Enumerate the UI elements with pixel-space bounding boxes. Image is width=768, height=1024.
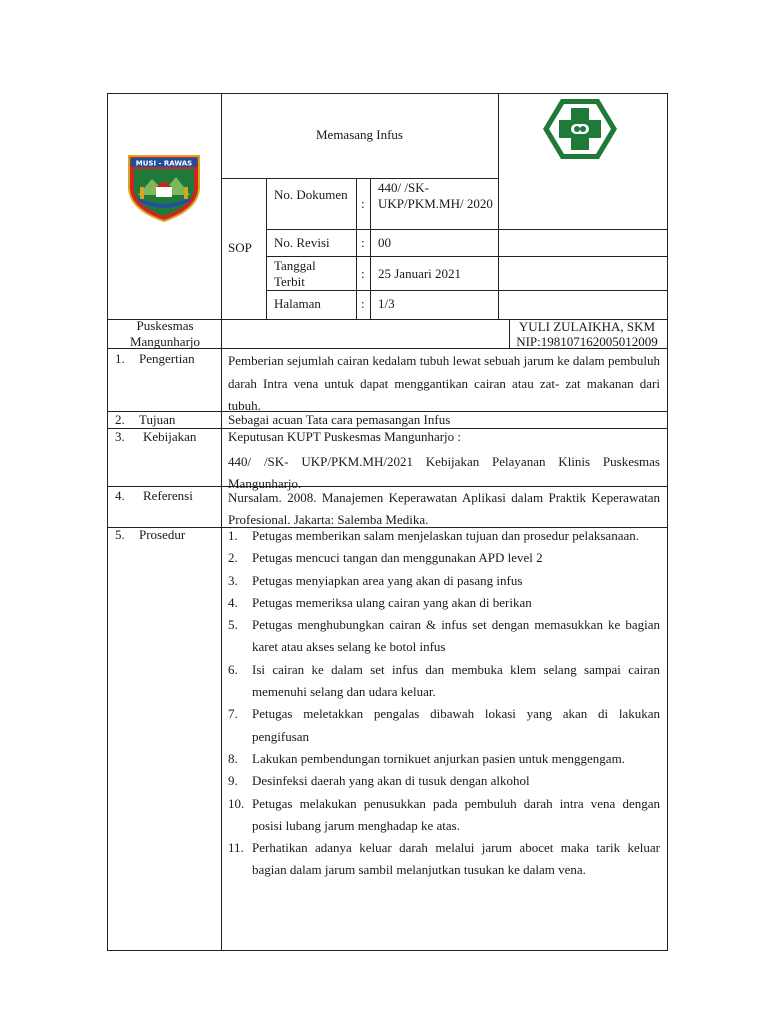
- field-label-no-dokumen: No. Dokumen: [274, 187, 348, 202]
- step-number: 6.: [228, 661, 238, 677]
- section-label-pengertian: Pengertian: [139, 351, 195, 366]
- list-item: [228, 793, 660, 838]
- step-text: Desinfeksi daerah yang akan di tusuk dengan alkohol: [252, 773, 530, 789]
- section-label-tujuan: Tujuan: [139, 412, 176, 427]
- puskesmas-logo: [541, 96, 619, 162]
- list-item: [228, 659, 660, 704]
- step-text: Petugas melakukan penusukkan pada pembuluh darah intra vena dengan posisi lubang jarum menghadap ke atas.: [252, 795, 660, 833]
- step-text: Petugas memberikan salam menjelaskan tujuan dan prosedur pelaksanaan.: [252, 528, 639, 543]
- step-text: Lakukan pembendungan tornikuet anjurkan pasien untuk menggengam.: [252, 750, 625, 766]
- list-item: [228, 592, 660, 614]
- section-number: 4.: [115, 488, 125, 503]
- field-label-tanggal-terbit: Tanggal Terbit: [274, 258, 316, 289]
- step-number: 11.: [228, 840, 244, 856]
- step-number: 10.: [228, 795, 245, 811]
- section-number: 2.: [115, 412, 125, 427]
- field-colon: :: [361, 235, 365, 250]
- section-number: 5.: [115, 527, 125, 542]
- section-label-referensi: Referensi: [143, 488, 193, 503]
- list-item: [228, 525, 660, 547]
- kebijakan-line2: 440/ /SK- UKP/PKM.MH/2021 Kebijakan Pelayanan Klinis Puskesmas Mangunharjo.: [228, 454, 660, 491]
- section-number: 1.: [115, 351, 125, 366]
- sop-label: SOP: [228, 240, 252, 255]
- list-item: [228, 570, 660, 592]
- step-number: 4.: [228, 594, 238, 610]
- signer-name: YULI ZULAIKHA, SKM: [518, 319, 656, 334]
- list-item: [228, 703, 660, 748]
- step-text: Petugas menghubungkan cairan & infus set dengan memasukkan ke bagian karet atau akses selang ke botol infus: [252, 617, 660, 655]
- musi-rawas-logo: [126, 153, 202, 223]
- field-colon: :: [361, 196, 365, 211]
- step-number: 5.: [228, 617, 238, 633]
- section-label-kebijakan: Kebijakan: [143, 429, 197, 444]
- step-number: 9.: [228, 773, 238, 789]
- step-number: 8.: [228, 750, 238, 766]
- step-text: Isi cairan ke dalam set infus dan membuka klem selang sampai cairan memenuhi selang dan udara keluar.: [252, 661, 660, 700]
- step-number: 7.: [228, 706, 238, 722]
- field-colon: :: [361, 296, 365, 311]
- step-text: Petugas mencuci tangan dan menggunakan APD level 2: [252, 550, 543, 566]
- field-label-halaman: Halaman: [274, 296, 321, 311]
- referensi-text: Nursalam. 2008. Manajemen Keperawatan Aplikasi dalam Praktik Keperawatan Profesional. Jakarta: Salemba Medika.: [228, 490, 660, 527]
- field-colon: :: [361, 266, 365, 281]
- organization-name: Puskesmas Mangunharjo: [129, 318, 201, 349]
- list-item: [228, 837, 660, 882]
- svg-text:MUSI - RAWAS: MUSI - RAWAS: [135, 159, 193, 168]
- kebijakan-line1: Keputusan KUPT Puskesmas Mangunharjo :: [228, 429, 462, 444]
- step-text: Petugas menyiapkan area yang akan di pasang infus: [252, 572, 523, 588]
- step-number: 2.: [228, 550, 238, 566]
- section-label-prosedur: Prosedur: [139, 527, 186, 542]
- step-number: 3.: [228, 572, 238, 588]
- procedure-list: [228, 525, 660, 882]
- field-label-no-revisi: No. Revisi: [274, 235, 330, 250]
- list-item: [228, 614, 660, 659]
- step-text: Perhatikan adanya keluar darah melalui jarum abocet maka tarik keluar bagian dalam jarum sambil melanjutkan tusukan ke dalam vena.: [252, 840, 660, 878]
- field-value-halaman: 1/3: [378, 296, 395, 311]
- field-value-tanggal-terbit: 25 Januari 2021: [378, 266, 462, 281]
- step-number: 1.: [228, 528, 238, 543]
- field-value-no-revisi: 00: [378, 235, 391, 250]
- step-text: Petugas memeriksa ulang cairan yang akan di berikan: [252, 594, 532, 610]
- list-item: [228, 547, 660, 569]
- list-item: [228, 770, 660, 792]
- section-number: 3.: [115, 429, 125, 444]
- list-item: [228, 748, 660, 770]
- document-title: Memasang Infus: [315, 127, 403, 142]
- signer-nip: NIP:198107162005012009: [516, 334, 658, 349]
- step-text: Petugas meletakkan pengalas dibawah lokasi yang akan di lakukan pengifusan: [252, 706, 660, 744]
- pengertian-text: Pemberian sejumlah cairan kedalam tubuh lewat sebuah jarum ke dalam pembuluh darah Intra vena untuk dapat menggantikan cairan atau zat- zat makanan dari tubuh.: [228, 353, 660, 413]
- tujuan-text: Sebagai acuan Tata cara pemasangan Infus: [228, 412, 451, 427]
- field-value-no-dokumen: 440/ /SK-UKP/PKM.MH/ 2020: [378, 180, 493, 211]
